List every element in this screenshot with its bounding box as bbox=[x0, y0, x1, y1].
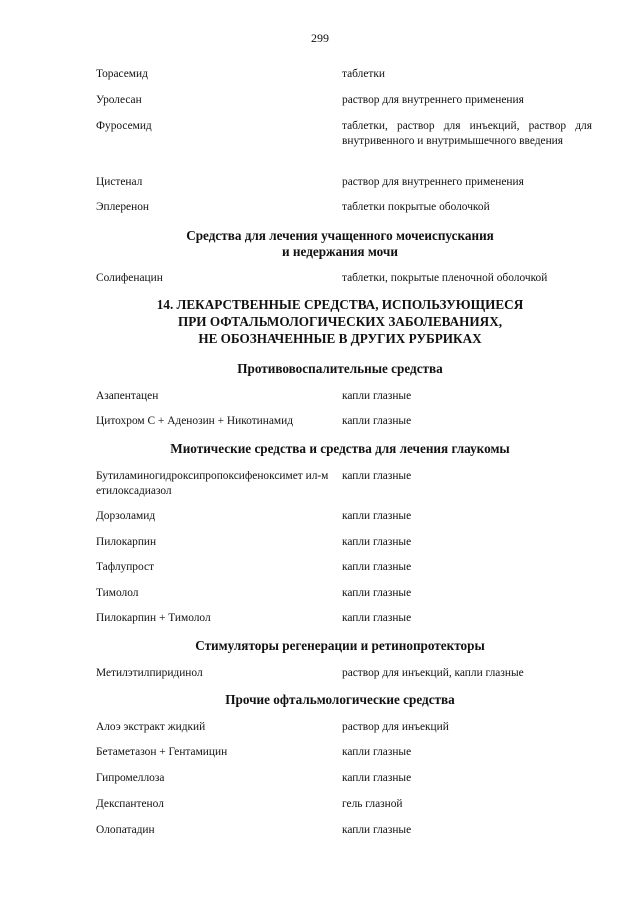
dosage-form: раствор для внутреннего применения bbox=[342, 94, 524, 106]
drug-name: Алоэ экстракт жидкий bbox=[96, 721, 206, 733]
dosage-form: таблетки, раствор для инъекций, раствор для внутривенного и внутримышечного введения bbox=[342, 120, 592, 147]
drug-name: Фуросемид bbox=[96, 120, 152, 132]
section-heading-line: 14. ЛЕКАРСТВЕННЫЕ СРЕДСТВА, ИСПОЛЬЗУЮЩИЕСЯ bbox=[156, 297, 524, 312]
drug-name: Пилокарпин bbox=[96, 536, 157, 548]
dosage-form: капли глазные bbox=[342, 470, 412, 482]
drug-name: Эплеренон bbox=[96, 201, 149, 213]
section-heading bbox=[60, 296, 620, 347]
drug-name: Торасемид bbox=[96, 68, 148, 80]
dosage-form: таблетки покрытые оболочкой bbox=[342, 201, 490, 213]
dosage-form: таблетки bbox=[342, 68, 386, 80]
drug-name: Тафлупрост bbox=[96, 561, 155, 573]
section-heading-line: НЕ ОБОЗНАЧЕННЫЕ В ДРУГИХ РУБРИКАХ bbox=[198, 331, 482, 346]
dosage-form: капли глазные bbox=[342, 746, 412, 758]
dosage-form: капли глазные bbox=[342, 824, 412, 836]
drug-name: Метилэтилпиридинол bbox=[96, 667, 203, 679]
page-number: 299 bbox=[311, 31, 329, 45]
heading-line: Средства для лечения учащенного мочеиспускания bbox=[186, 228, 494, 243]
dosage-form: капли глазные bbox=[342, 510, 412, 522]
drug-name: Пилокарпин + Тимолол bbox=[96, 612, 211, 624]
section-heading-line: ПРИ ОФТАЛЬМОЛОГИЧЕСКИХ ЗАБОЛЕВАНИЯХ, bbox=[177, 314, 503, 329]
dosage-form: гель глазной bbox=[342, 798, 403, 810]
dosage-form: капли глазные bbox=[342, 587, 412, 599]
dosage-form: капли глазные bbox=[342, 390, 412, 402]
drug-name: Цитохром С + Аденозин + Никотинамид bbox=[96, 415, 294, 427]
subsection-heading: Противовоспалительные средства bbox=[237, 361, 443, 376]
drug-name: Бетаметазон + Гентамицин bbox=[96, 746, 228, 758]
subsection-heading: Прочие офтальмологические средства bbox=[225, 692, 455, 707]
subsection-heading bbox=[60, 228, 620, 260]
drug-name: Бутиламиногидроксипропоксифеноксимет ил-метилоксадиазол bbox=[96, 470, 329, 497]
drug-name: Олопатадин bbox=[96, 824, 155, 836]
dosage-form: капли глазные bbox=[342, 561, 412, 573]
dosage-form: раствор для инъекций bbox=[342, 721, 449, 733]
dosage-form: капли глазные bbox=[342, 612, 412, 624]
drug-name: Гипромеллоза bbox=[96, 772, 165, 784]
heading-line: и недержания мочи bbox=[282, 244, 398, 259]
dosage-form: капли глазные bbox=[342, 415, 412, 427]
subsection-heading: Миотические средства и средства для лечения глаукомы bbox=[170, 441, 510, 456]
drug-name: Уролесан bbox=[96, 94, 142, 106]
drug-name: Декспантенол bbox=[96, 798, 164, 810]
drug-name: Тимолол bbox=[96, 587, 139, 599]
dosage-form: капли глазные bbox=[342, 536, 412, 548]
dosage-form: раствор для инъекций, капли глазные bbox=[342, 667, 524, 679]
drug-name: Азапентацен bbox=[96, 390, 159, 402]
drug-name: Цистенал bbox=[96, 176, 143, 188]
dosage-form: таблетки, покрытые пленочной оболочкой bbox=[342, 272, 548, 284]
drug-name: Солифенацин bbox=[96, 272, 163, 284]
subsection-heading: Стимуляторы регенерации и ретинопротекторы bbox=[195, 638, 485, 653]
dosage-form: раствор для внутреннего применения bbox=[342, 176, 524, 188]
drug-name: Дорзоламид bbox=[96, 510, 156, 522]
dosage-form: капли глазные bbox=[342, 772, 412, 784]
